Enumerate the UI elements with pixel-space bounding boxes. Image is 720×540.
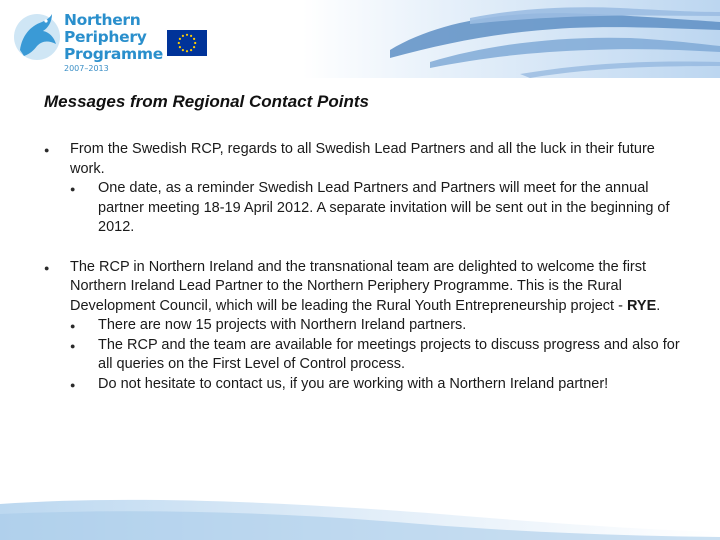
project-acronym: RYE bbox=[626, 297, 657, 314]
sub-item-project-count bbox=[70, 316, 684, 336]
item-text: From the Swedish RCP, regards to all Swedish Lead Partners and all the luck in their future work. bbox=[70, 141, 655, 177]
header-banner bbox=[0, 0, 720, 78]
sub-item-meeting-date bbox=[70, 179, 684, 238]
logo-wordmark bbox=[64, 12, 163, 63]
logo-years: 2007–2013 bbox=[64, 64, 109, 73]
eu-star-icon bbox=[193, 46, 195, 48]
eu-star-icon bbox=[179, 46, 181, 48]
sub-item-text: One date, as a reminder Swedish Lead Partners and Partners will meet for the annual partner meeting 18-19 April 2012. A separate invitation will be sent out in the beginning of 2012. bbox=[98, 180, 670, 235]
sub-item-text: The RCP and the team are available for meetings projects to discuss progress and also for all queries on the First Level of Control process. bbox=[98, 336, 680, 372]
eu-star-icon bbox=[190, 49, 192, 51]
bullet-item-northern-ireland bbox=[44, 258, 684, 395]
eu-flag-icon bbox=[167, 30, 207, 56]
slide-title: Messages from Regional Contact Points bbox=[44, 92, 369, 111]
sub-item-text: Do not hesitate to contact us, if you are working with a Northern Ireland partner! bbox=[98, 375, 609, 392]
eu-star-icon bbox=[186, 34, 188, 36]
logo-line-1: Northern bbox=[64, 11, 141, 29]
bullet-icon: ● bbox=[70, 184, 76, 194]
item-text bbox=[70, 258, 684, 317]
slide-content bbox=[44, 140, 684, 414]
bullet-icon: ● bbox=[44, 262, 50, 273]
bullet-icon: ● bbox=[70, 321, 76, 331]
eu-star-icon bbox=[193, 38, 195, 40]
sub-list bbox=[70, 316, 684, 394]
bullet-item-swedish-rcp bbox=[44, 140, 684, 238]
bullet-icon: ● bbox=[70, 340, 76, 351]
eu-star-icon bbox=[178, 42, 180, 44]
sub-item-meetings bbox=[70, 336, 684, 375]
eu-star-icon bbox=[186, 50, 188, 52]
eu-star-icon bbox=[194, 42, 196, 44]
sub-item-contact bbox=[70, 375, 684, 395]
programme-logo[interactable] bbox=[12, 8, 163, 73]
eu-star-icon bbox=[182, 35, 184, 37]
bird-logo-icon bbox=[12, 10, 62, 64]
logo-line-2: Periphery bbox=[64, 28, 147, 46]
sub-item-text: There are now 15 projects with Northern Ireland partners. bbox=[98, 317, 467, 333]
eu-star-icon bbox=[182, 49, 184, 51]
item-text-end: . bbox=[656, 297, 661, 314]
decorative-waves bbox=[370, 0, 720, 78]
eu-star-icon bbox=[190, 35, 192, 37]
item-text-main: The RCP in Northern Ireland and the transnational team are delighted to welcome the first Northern Ireland Lead Partner to the Northern Periphery Programme. This is the Rural Development Council, which will be leading the Rural Youth Entrepreneurship project - bbox=[70, 258, 647, 314]
decorative-footer-wave bbox=[0, 490, 720, 540]
sub-list bbox=[70, 179, 684, 238]
bullet-icon: ● bbox=[44, 145, 50, 155]
eu-star-icon bbox=[179, 38, 181, 40]
logo-line-3: Programme bbox=[64, 45, 163, 63]
bullet-icon: ● bbox=[70, 379, 76, 390]
